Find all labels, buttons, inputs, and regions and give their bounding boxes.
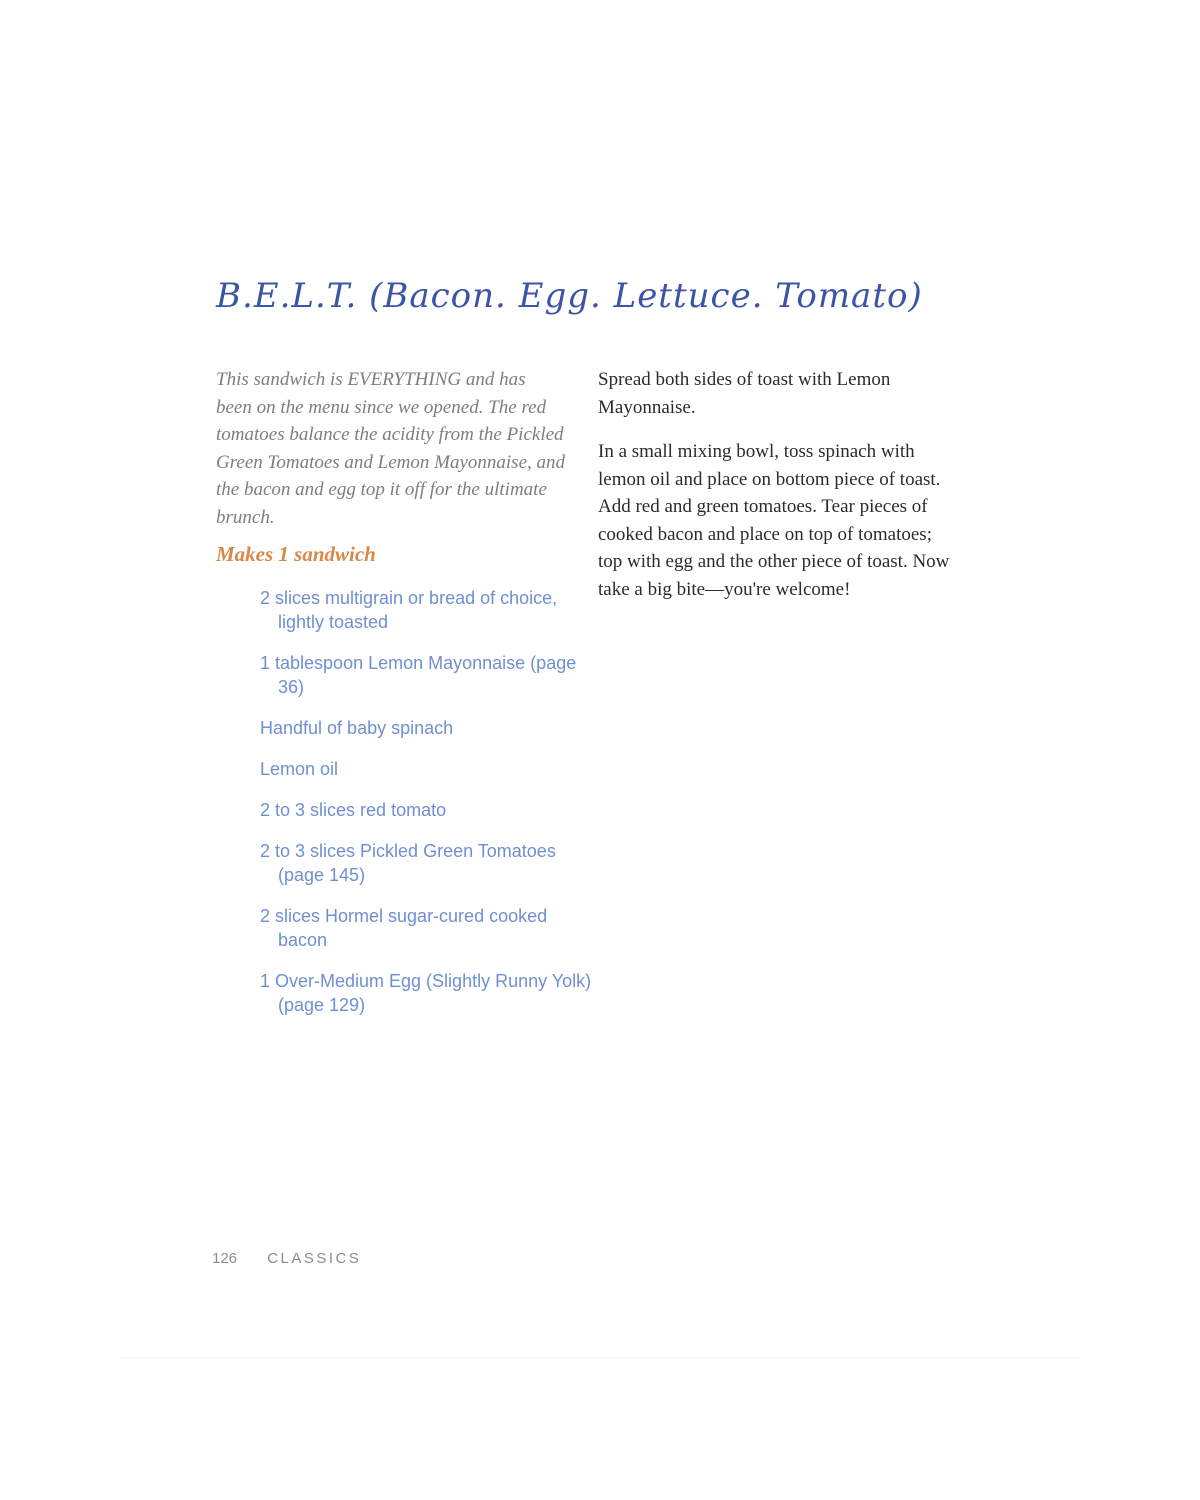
ingredient-list <box>260 586 600 1034</box>
ingredient-item: Handful of baby spinach <box>260 718 454 738</box>
page-edge-divider <box>120 1357 1080 1358</box>
ingredient-item: 1 Over-Medium Egg (Slightly Runny Yolk) (page 129) <box>260 971 592 1015</box>
page-number: 126 <box>212 1250 238 1267</box>
ingredient-item: 2 to 3 slices Pickled Green Tomatoes (page 145) <box>260 841 556 885</box>
section-name: CLASSICS <box>267 1250 362 1267</box>
page-footer <box>212 1250 361 1267</box>
ingredient-item: 1 tablespoon Lemon Mayonnaise (page 36) <box>260 653 577 697</box>
method-step: In a small mixing bowl, toss spinach with lemon oil and place on bottom piece of toast. Add red and green tomatoes. Tear pieces of cooked bacon and place on top of tomatoes; top with egg and the other piece of toast. Now take a big bite—you're welcome! <box>598 441 950 600</box>
recipe-title: B.E.L.T. (Bacon. Egg. Lettuce. Tomato) <box>216 276 923 316</box>
method-step: Spread both sides of toast with Lemon Mayonnaise. <box>598 369 891 418</box>
ingredient-item: 2 to 3 slices red tomato <box>260 800 447 820</box>
ingredient-item: 2 slices multigrain or bread of choice, lightly toasted <box>260 588 558 632</box>
ingredient-item: Lemon oil <box>260 759 339 779</box>
ingredient-item: 2 slices Hormel sugar-cured cooked bacon <box>260 906 548 950</box>
method-column <box>598 366 958 620</box>
recipe-yield: Makes 1 sandwich <box>216 542 376 566</box>
recipe-intro: This sandwich is EVERYTHING and has been on the menu since we opened. The red tomatoes balance the acidity from the Pickled Green Tomatoes and Lemon Mayonnaise, and the bacon and egg top it off for the ultimate brunch. <box>216 369 566 528</box>
